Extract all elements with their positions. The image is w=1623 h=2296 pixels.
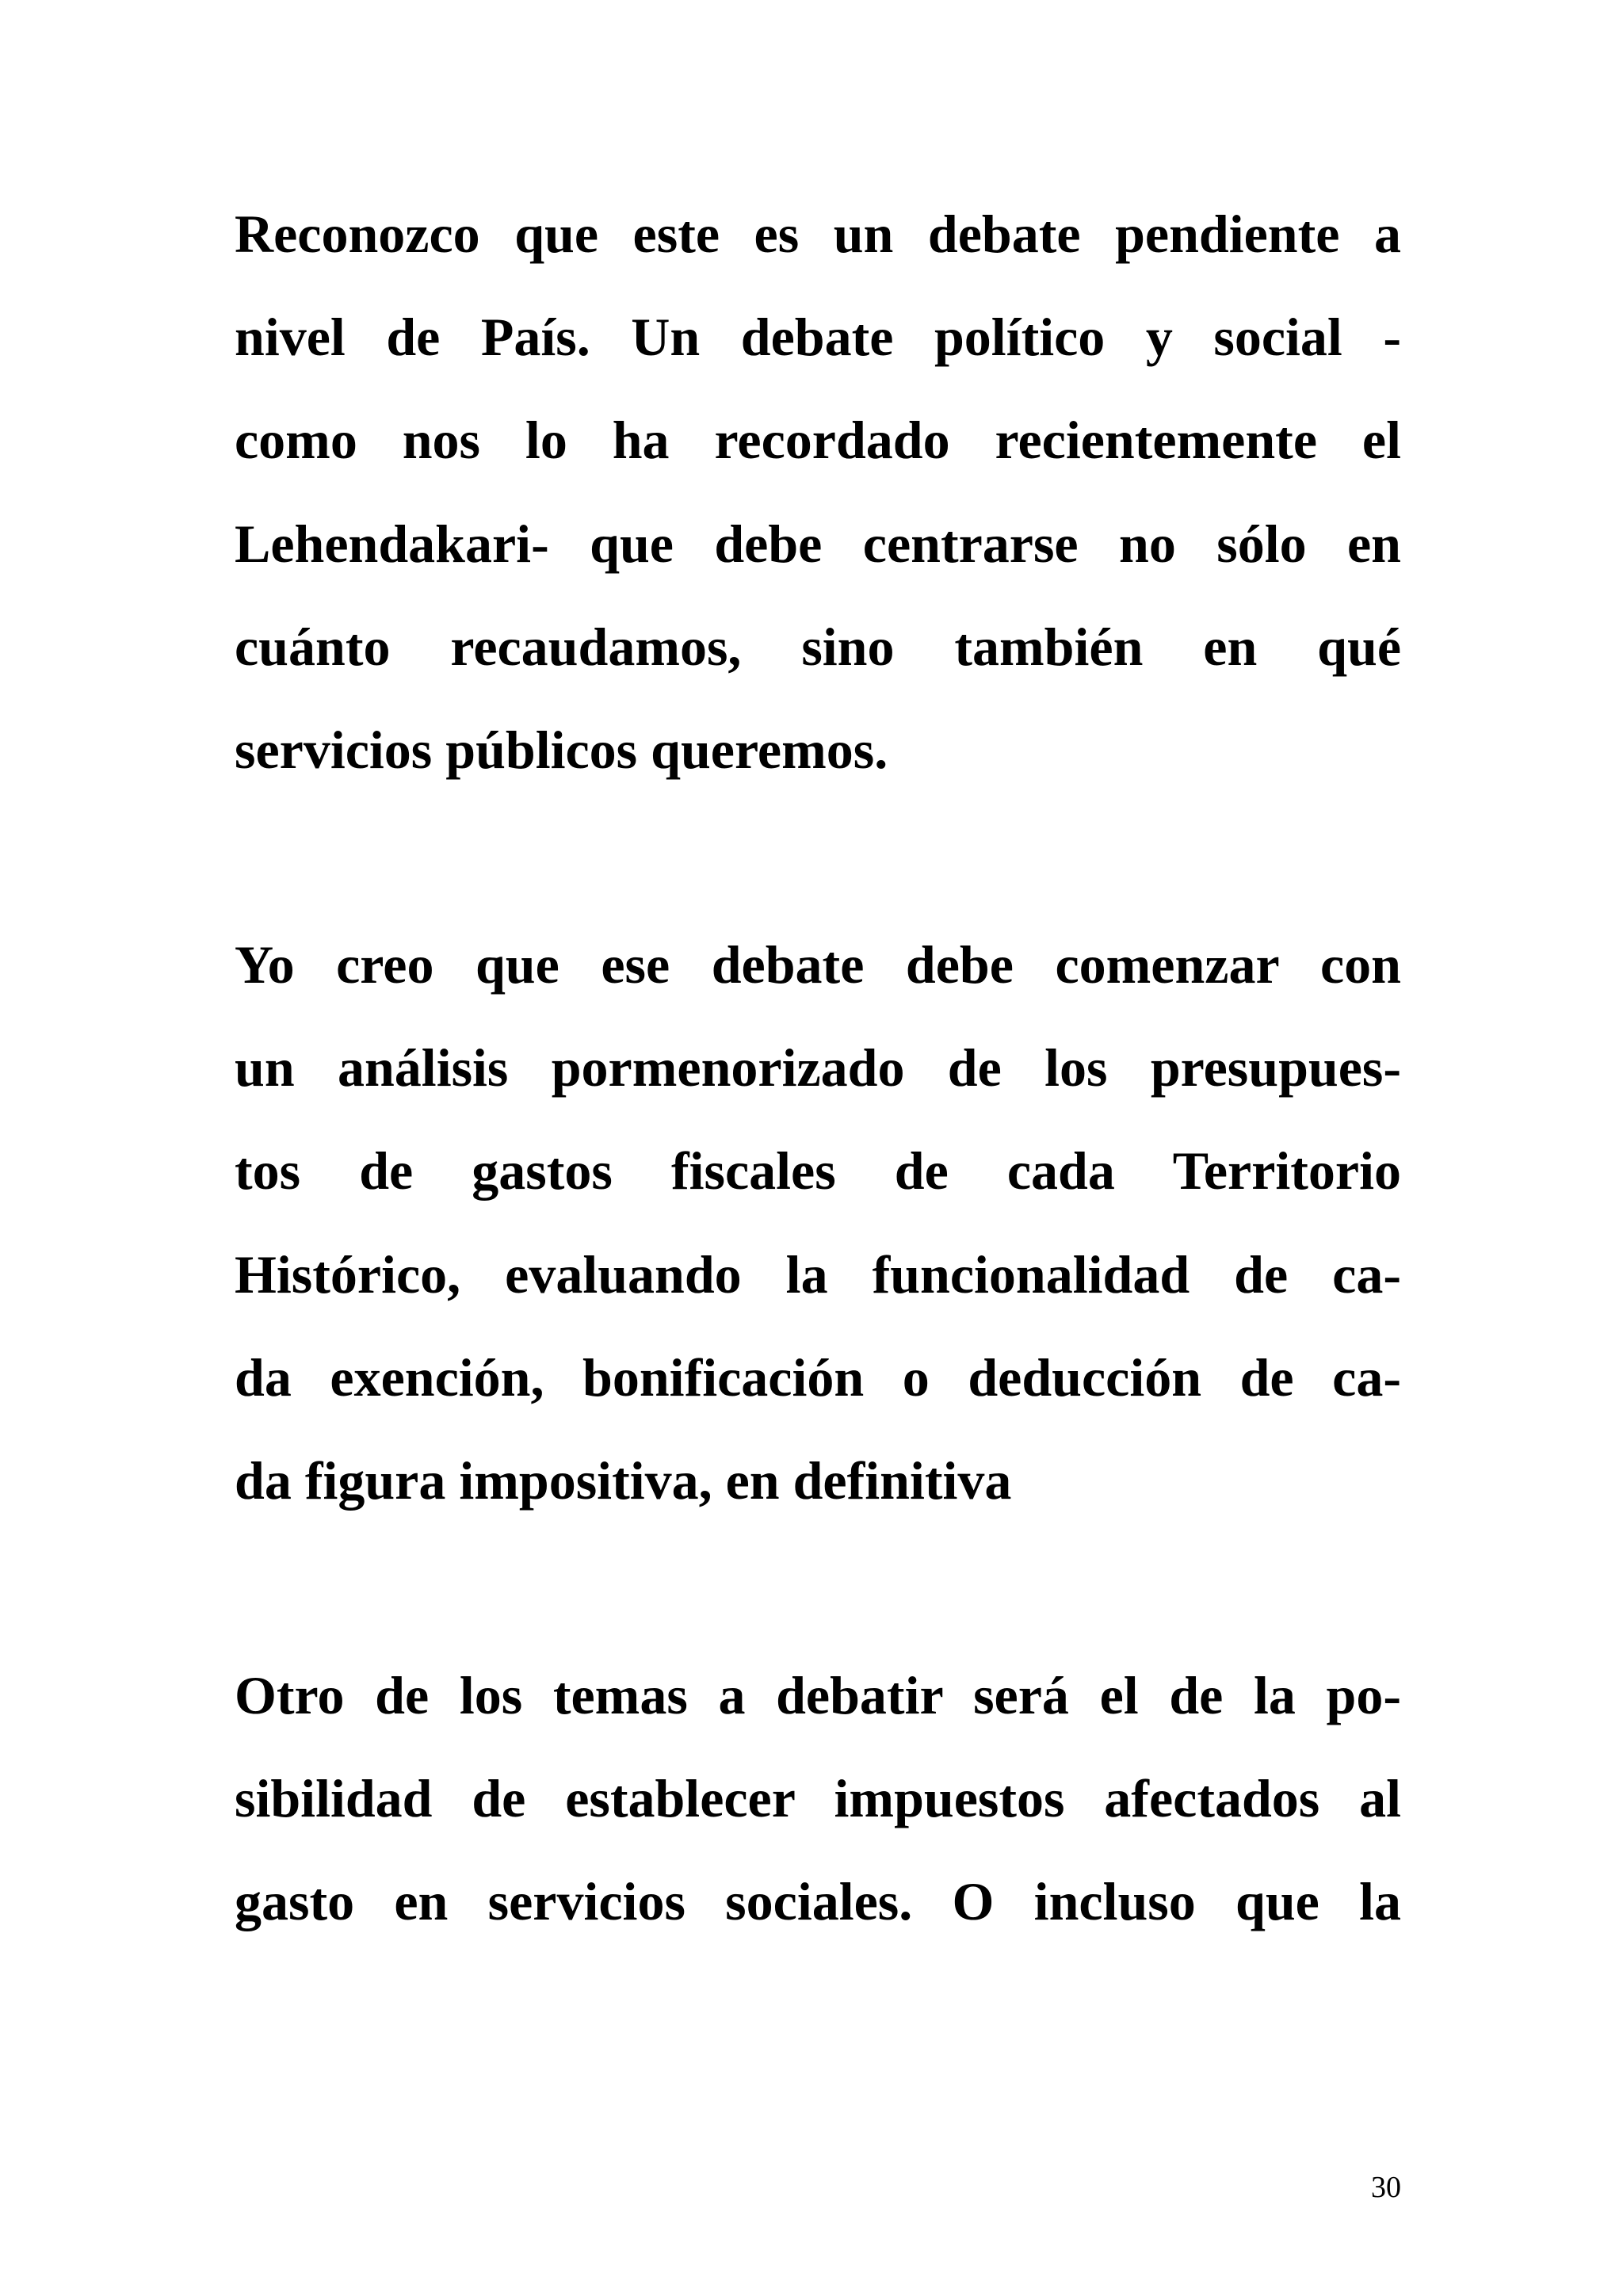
paragraph-3-line-2: sibilidad de establecer impuestos afectados al	[235, 1768, 1401, 1828]
paragraph-1-line-5: cuánto recaudamos, sino también en qué	[235, 617, 1401, 677]
page-number: 30	[1371, 2171, 1401, 2204]
paragraph-2-line-3: tos de gastos fiscales de cada Territorio	[235, 1140, 1401, 1201]
paragraph-1-line-1: Reconozco que este es un debate pendiente a	[235, 204, 1401, 264]
paragraph-3-line-1: Otro de los temas a debatir será el de la po-	[235, 1665, 1401, 1725]
paragraph-1-line-3: como nos lo ha recordado recientemente el	[235, 410, 1401, 470]
paragraph-2-line-6: da figura impositiva, en definitiva	[235, 1450, 1012, 1511]
paragraph-2-line-5: da exención, bonificación o deducción de ca-	[235, 1347, 1401, 1408]
paragraph-1-line-2: nivel de País. Un debate político y social -	[235, 307, 1401, 367]
paragraph-2-line-2: un análisis pormenorizado de los presupues-	[235, 1037, 1401, 1098]
paragraph-1-line-6: servicios públicos queremos.	[235, 720, 888, 780]
paragraph-1-line-4: Lehendakari- que debe centrarse no sólo en	[235, 514, 1401, 574]
paragraph-3-line-3: gasto en servicios sociales. O incluso que la	[235, 1871, 1401, 1931]
paragraph-2-line-1: Yo creo que ese debate debe comenzar con	[235, 934, 1401, 995]
paragraph-2-line-4: Histórico, evaluando la funcionalidad de ca-	[235, 1244, 1401, 1305]
